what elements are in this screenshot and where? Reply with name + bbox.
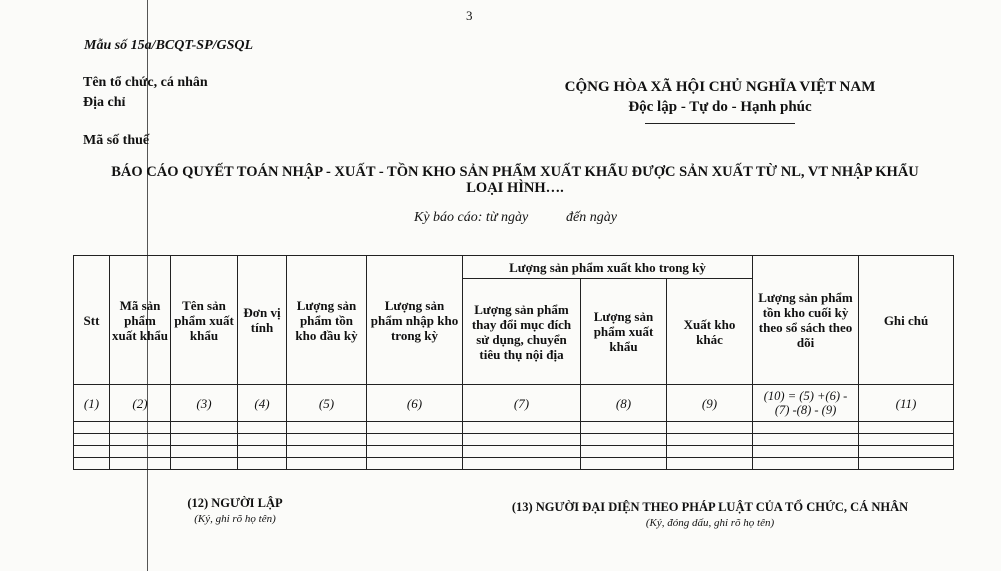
republic-title: CỘNG HÒA XÃ HỘI CHỦ NGHĨA VIỆT NAM: [564, 79, 876, 95]
col-number: (8): [581, 385, 667, 422]
col-number: (2): [110, 385, 171, 422]
header-product-name: Tên sản phẩm xuất khẩu: [171, 256, 238, 385]
preparer-note: (Ký, ghi rõ họ tên): [194, 513, 276, 525]
col-number: (3): [171, 385, 238, 422]
report-type: LOẠI HÌNH….: [466, 180, 564, 196]
column-number-row: [74, 385, 954, 422]
col-number: (5): [287, 385, 367, 422]
col-number: (9): [667, 385, 753, 422]
tax-code-label: Mã số thuế: [83, 133, 150, 148]
report-table: [73, 255, 954, 470]
period-from: Kỳ báo cáo: từ ngày: [414, 210, 529, 225]
col-number: (6): [367, 385, 463, 422]
table-row: [74, 458, 954, 470]
header-changed-purpose: Lượng sản phẩm thay đổi mục đích sử dụng, chuyển tiêu thụ nội địa: [463, 279, 581, 385]
legal-rep-title: (13) NGƯỜI ĐẠI DIỆN THEO PHÁP LUẬT CỦA TỔ CHỨC, CÁ NHÂN: [511, 500, 909, 514]
header-closing-stock: Lượng sản phẩm tồn kho cuối kỳ theo sổ sách theo dõi: [753, 256, 859, 385]
header-outbound-group: Lượng sản phẩm xuất kho trong kỳ: [463, 256, 753, 279]
col-number: (7): [463, 385, 581, 422]
header-note: Ghi chú: [859, 256, 954, 385]
page-number: 3: [466, 8, 473, 23]
col-number: (4): [238, 385, 287, 422]
period-to: đến ngày: [566, 210, 617, 225]
col-number: (11): [859, 385, 954, 422]
preparer-title: (12) NGƯỜI LẬP: [187, 496, 283, 510]
report-title: BÁO CÁO QUYẾT TOÁN NHẬP - XUẤT - TỒN KHO SẢN PHẨM XUẤT KHẨU ĐƯỢC SẢN XUẤT TỪ NL, VT NHẬP KHẨU: [111, 164, 919, 180]
table-row: [74, 446, 954, 458]
header-imported: Lượng sản phẩm nhập kho trong kỳ: [367, 256, 463, 385]
header-stt: Stt: [74, 256, 110, 385]
motto: Độc lập - Tự do - Hạnh phúc: [628, 99, 812, 115]
header-other-outbound: Xuất kho khác: [667, 279, 753, 385]
table-row: [74, 422, 954, 434]
header-product-code: Mã sản phẩm xuất khẩu: [110, 256, 171, 385]
header-opening-stock: Lượng sản phẩm tồn kho đầu kỳ: [287, 256, 367, 385]
header-unit: Đơn vị tính: [238, 256, 287, 385]
org-name-label: Tên tổ chức, cá nhân: [83, 75, 208, 90]
header-exported: Lượng sản phẩm xuất khẩu: [581, 279, 667, 385]
address-label: Địa chỉ: [83, 95, 126, 110]
col-number-formula: (10) = (5) +(6) - (7) -(8) - (9): [753, 385, 859, 422]
motto-underline: [645, 123, 795, 124]
form-code: Mẫu số 15a/BCQT-SP/GSQL: [84, 38, 254, 53]
table-row: [74, 434, 954, 446]
col-number: (1): [74, 385, 110, 422]
legal-rep-note: (Ký, đóng dấu, ghi rõ họ tên): [645, 517, 775, 529]
